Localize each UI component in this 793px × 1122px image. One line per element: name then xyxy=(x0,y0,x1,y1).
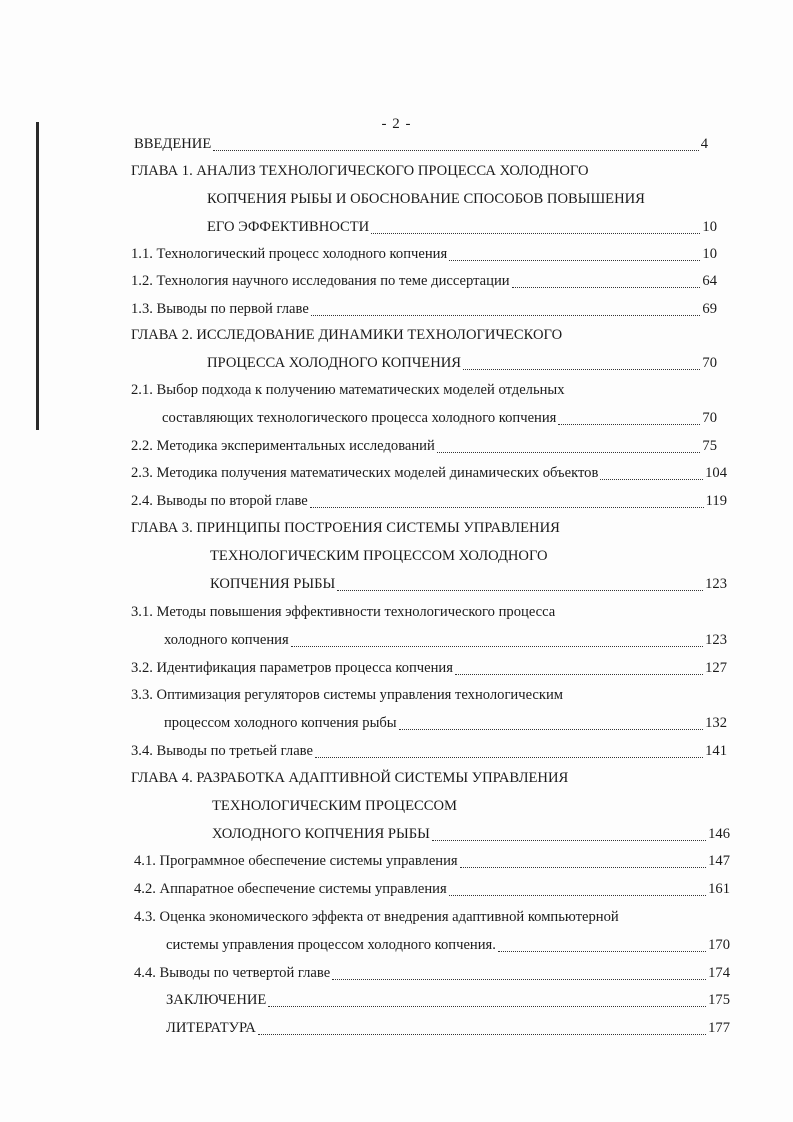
toc-entry-title: 2.4. Выводы по второй главе xyxy=(131,493,308,509)
toc-page-number: 123 xyxy=(705,632,727,648)
toc-section-2-1[interactable] xyxy=(162,410,717,430)
leader-dots xyxy=(213,149,698,151)
toc-chapter-3-line2[interactable]: ТЕХНОЛОГИЧЕСКИМ ПРОЦЕССОМ ХОЛОДНОГО xyxy=(210,548,548,564)
leader-dots xyxy=(455,673,703,675)
toc-page-number: 161 xyxy=(708,881,730,897)
toc-entry-conclusion[interactable] xyxy=(166,992,730,1012)
toc-section-1-1[interactable] xyxy=(131,246,717,266)
toc-page-number: 10 xyxy=(702,219,717,235)
toc-page-number: 123 xyxy=(705,576,727,592)
toc-entry-title: холодного копчения xyxy=(164,632,289,648)
leader-dots xyxy=(449,259,700,261)
leader-dots xyxy=(600,478,703,480)
toc-page-number: 175 xyxy=(708,992,730,1008)
toc-page-number: 146 xyxy=(708,826,730,842)
toc-section-2-4[interactable] xyxy=(131,493,727,513)
leader-dots xyxy=(337,589,703,591)
toc-section-2-2[interactable] xyxy=(131,438,717,458)
toc-page-number: 132 xyxy=(705,715,727,731)
toc-entry-title: 3.2. Идентификация параметров процесса копчения xyxy=(131,660,453,676)
leader-dots xyxy=(268,1005,706,1007)
leader-dots xyxy=(315,756,703,758)
toc-section-3-3[interactable] xyxy=(164,715,727,735)
leader-dots xyxy=(449,894,706,896)
toc-entry-title: процессом холодного копчения рыбы xyxy=(164,715,397,731)
toc-page-number: 70 xyxy=(702,410,717,426)
toc-chapter-4-line1[interactable]: ГЛАВА 4. РАЗРАБОТКА АДАПТИВНОЙ СИСТЕМЫ УПРАВЛЕНИЯ xyxy=(131,770,569,786)
leader-dots xyxy=(311,314,701,316)
toc-chapter-1[interactable] xyxy=(207,219,717,239)
toc-section-1-2[interactable] xyxy=(131,273,717,293)
toc-page-number: 170 xyxy=(708,937,730,953)
toc-section-4-2[interactable] xyxy=(134,881,730,901)
leader-dots xyxy=(463,368,700,370)
toc-entry-title: ВВЕДЕНИЕ xyxy=(134,136,212,152)
toc-section-2-1-line1[interactable]: 2.1. Выбор подхода к получению математических моделей отдельных xyxy=(131,382,565,398)
toc-page-number: 10 xyxy=(702,246,717,262)
toc-section-3-3-line1[interactable]: 3.3. Оптимизация регуляторов системы управления технологическим xyxy=(131,687,564,703)
toc-entry-title: ПРОЦЕССА ХОЛОДНОГО КОПЧЕНИЯ xyxy=(207,355,462,371)
toc-entry-title: ЗАКЛЮЧЕНИЕ xyxy=(166,992,267,1008)
toc-entry-title: 2.3. Методика получения математических моделей динамических объектов xyxy=(131,465,599,481)
leader-dots xyxy=(258,1033,706,1035)
toc-entry-literature[interactable] xyxy=(166,1020,730,1040)
leader-dots xyxy=(291,645,703,647)
leader-dots xyxy=(310,506,704,508)
toc-chapter-4[interactable] xyxy=(212,826,730,846)
page-number: - 2 - xyxy=(381,116,412,132)
toc-chapter-2[interactable] xyxy=(207,355,717,375)
toc-entry-title: 3.4. Выводы по третьей главе xyxy=(131,743,313,759)
toc-page-number: 104 xyxy=(705,465,727,481)
toc-entry-title: 1.2. Технология научного исследования по теме диссертации xyxy=(131,273,510,289)
leader-dots xyxy=(498,950,706,952)
toc-page-number: 174 xyxy=(708,965,730,981)
toc-section-3-4[interactable] xyxy=(131,743,727,763)
leader-dots xyxy=(332,978,706,980)
toc-page-number: 64 xyxy=(702,273,717,289)
toc-chapter-3[interactable] xyxy=(210,576,727,596)
leader-dots xyxy=(512,286,701,288)
leader-dots xyxy=(399,728,704,730)
toc-chapter-3-line1[interactable]: ГЛАВА 3. ПРИНЦИПЫ ПОСТРОЕНИЯ СИСТЕМЫ УПРАВЛЕНИЯ xyxy=(131,520,560,536)
toc-section-2-3[interactable] xyxy=(131,465,727,485)
toc-entry-title: составляющих технологического процесса холодного копчения xyxy=(162,410,557,426)
toc-entry-title: КОПЧЕНИЯ РЫБЫ xyxy=(210,576,336,592)
toc-page-number: 75 xyxy=(702,438,717,454)
toc-page-number: 147 xyxy=(708,853,730,869)
toc-entry-title: 4.4. Выводы по четвертой главе xyxy=(134,965,331,981)
toc-entry-title: 4.1. Программное обеспечение системы управления xyxy=(134,853,458,869)
toc-section-4-3[interactable] xyxy=(166,937,730,957)
toc-section-4-4[interactable] xyxy=(134,965,730,985)
toc-page-number: 127 xyxy=(705,660,727,676)
toc-entry-title: 2.2. Методика экспериментальных исследований xyxy=(131,438,435,454)
toc-entry-title: ЛИТЕРАТУРА xyxy=(166,1020,256,1036)
toc-page-number: 4 xyxy=(700,136,708,152)
toc-section-3-2[interactable] xyxy=(131,660,727,680)
toc-page-number: 69 xyxy=(702,301,717,317)
leader-dots xyxy=(371,232,700,234)
toc-chapter-1-line1[interactable]: ГЛАВА 1. АНАЛИЗ ТЕХНОЛОГИЧЕСКОГО ПРОЦЕССА ХОЛОДНОГО xyxy=(131,163,589,179)
toc-page-number: 70 xyxy=(702,355,717,371)
toc-chapter-2-line1[interactable]: ГЛАВА 2. ИССЛЕДОВАНИЕ ДИНАМИКИ ТЕХНОЛОГИЧЕСКОГО xyxy=(131,327,563,343)
toc-entry-title: ЕГО ЭФФЕКТИВНОСТИ xyxy=(207,219,370,235)
toc-chapter-4-line2[interactable]: ТЕХНОЛОГИЧЕСКИМ ПРОЦЕССОМ xyxy=(212,798,457,814)
leader-dots xyxy=(437,451,701,453)
toc-entry-title: 1.1. Технологический процесс холодного копчения xyxy=(131,246,448,262)
leader-dots xyxy=(460,866,706,868)
toc-page-number: 119 xyxy=(705,493,727,509)
toc-entry-title: системы управления процессом холодного копчения. xyxy=(166,937,496,953)
toc-section-3-1-line1[interactable]: 3.1. Методы повышения эффективности технологического процесса xyxy=(131,604,556,620)
toc-page-number: 177 xyxy=(708,1020,730,1036)
toc-section-1-3[interactable] xyxy=(131,301,717,321)
toc-entry-title: ХОЛОДНОГО КОПЧЕНИЯ РЫБЫ xyxy=(212,826,430,842)
toc-entry-title: 4.2. Аппаратное обеспечение системы управления xyxy=(134,881,447,897)
leader-dots xyxy=(432,839,706,841)
toc-entry-intro[interactable] xyxy=(134,136,708,156)
toc-section-4-3-line1[interactable]: 4.3. Оценка экономического эффекта от внедрения адаптивной компьютерной xyxy=(134,909,619,925)
toc-page-number: 141 xyxy=(705,743,727,759)
toc-section-4-1[interactable] xyxy=(134,853,730,873)
toc-section-3-1[interactable] xyxy=(164,632,727,652)
toc-entry-title: 1.3. Выводы по первой главе xyxy=(131,301,309,317)
leader-dots xyxy=(558,423,700,425)
toc-chapter-1-line2[interactable]: КОПЧЕНИЯ РЫБЫ И ОБОСНОВАНИЕ СПОСОБОВ ПОВЫШЕНИЯ xyxy=(207,191,645,207)
